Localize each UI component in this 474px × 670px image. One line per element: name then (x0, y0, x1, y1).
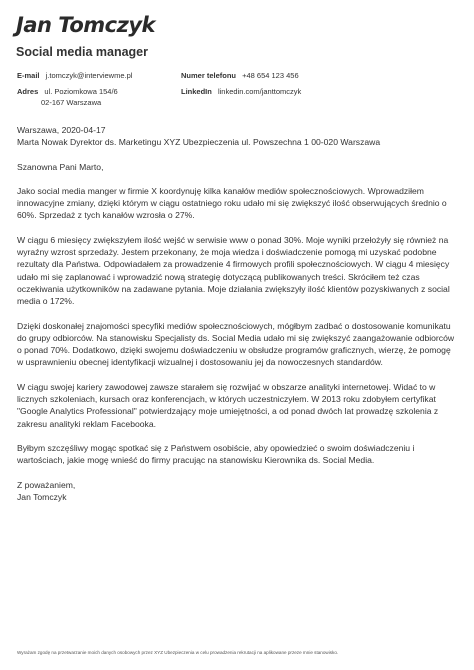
email-label: E-mail (17, 71, 40, 80)
letter-paragraph-3: Dzięki doskonałej znajomości specyfiki mediów społecznościowych, mógłbym zadbać o dostosowanie komunikatu do grupy odbiorców. Na stanowisku Specjalisty ds. Social Media udało mi się zwiększyć zaangażowanie odbiorców o ponad 70%. Dodatkowo, dzięki swojemu doświadczeniu w obsłudze programów graficznych, wierzę, że pomogę w usprawnieniu obecnej identyfikacji wizualnej i dostosowaniu jej da nowoczesnych standardów. (17, 320, 455, 368)
address-row (17, 86, 118, 97)
phone-value[interactable]: +48 654 123 456 (242, 71, 299, 80)
applicant-name: Jan Tomczyk (16, 13, 155, 37)
gdpr-consent-note: Wyrażam zgodę na przetwarzanie moich danych osobowych przez XYZ Ubezpieczenia w celu prowadzenia rekrutacji na aplikowane przeze mnie stanowisko. (17, 650, 339, 655)
letter-paragraph-5: Byłbym szczęśliwy mogąc spotkać się z Państwem osobiście, aby opowiedzieć o swoim doświadczeniu i wartościach, jakie mogę wnieść do firmy pracując na stanowisku Kierownika ds. Social Media. (17, 442, 415, 466)
letter-paragraph-2: W ciągu 6 miesięcy zwiększyłem ilość wejść w serwisie www o ponad 30%. Moje wyniki przełożyły się również na wyraźny wzrost sprzedaży. Jestem przekonany, że moja wiedza i doświadczenie pomogą mi uzyskać podobne rezultaty dla Państwa. Odpowiadałem za prowadzenie 4 firmowych profili społecznościowych. W ciągu 4 miesięcy udało mi się zaplanować i wprowadzić nową strategię dotyczącą publikowanych treści. Skróciłem też czas oczekiwania użytkowników na zadawane pytania. Moje działania zwiększyły ilość klientów pozyskiwanych z social media o 172%. (17, 234, 450, 307)
letter-recipient: Marta Nowak Dyrektor ds. Marketingu XYZ Ubezpieczenia ul. Powszechna 1 00-020 Warszawa (17, 137, 381, 148)
letter-paragraph-1: Jako social media manger w firmie X koordynuję kilka kanałów mediów społecznościowych. Wprowadziłem innowacyjne zmiany, dzięki którym w ciągu ostatniego roku udało mi się zwiększyć ilość obserwujących średnio o 60%. Sprzedaż z tych kanałów wzrosła o 27%. (17, 185, 447, 221)
linkedin-row (181, 86, 301, 97)
letter-paragraph-4: W ciągu swojej kariery zawodowej zawsze starałem się rozwijać w obszarze analityki internetowej. Widać to w licznych szkoleniach, kursach oraz konferencjach, w których uczestniczyłem. W 2013 roku zdobyłem certyfikat "Google Analytics Professional" potwierdzający moje umiejętności, a od ponad dwóch lat prowadzę szkolenia z zakresu analityki reklam Facebooka. (17, 381, 439, 429)
phone-row (181, 70, 299, 81)
letter-closing: Z poważaniem, (17, 479, 76, 490)
address-line-1: ul. Poziomkowa 154/6 (44, 87, 118, 96)
letter-body (17, 124, 459, 503)
linkedin-label: LinkedIn (181, 87, 212, 96)
phone-label: Numer telefonu (181, 71, 237, 80)
letter-greeting: Szanowna Pani Marto, (17, 161, 104, 172)
job-title: Social media manager (16, 45, 149, 59)
letter-date: Warszawa, 2020-04-17 (17, 125, 106, 135)
address-line-2: 02-167 Warszawa (41, 98, 102, 107)
address-label: Adres (17, 87, 39, 96)
email-value[interactable]: j.tomczyk@interviewme.pl (45, 71, 133, 80)
letter-signature: Jan Tomczyk (17, 491, 67, 502)
linkedin-value[interactable]: linkedin.com/janttomczyk (217, 87, 302, 96)
email-row (17, 70, 132, 81)
